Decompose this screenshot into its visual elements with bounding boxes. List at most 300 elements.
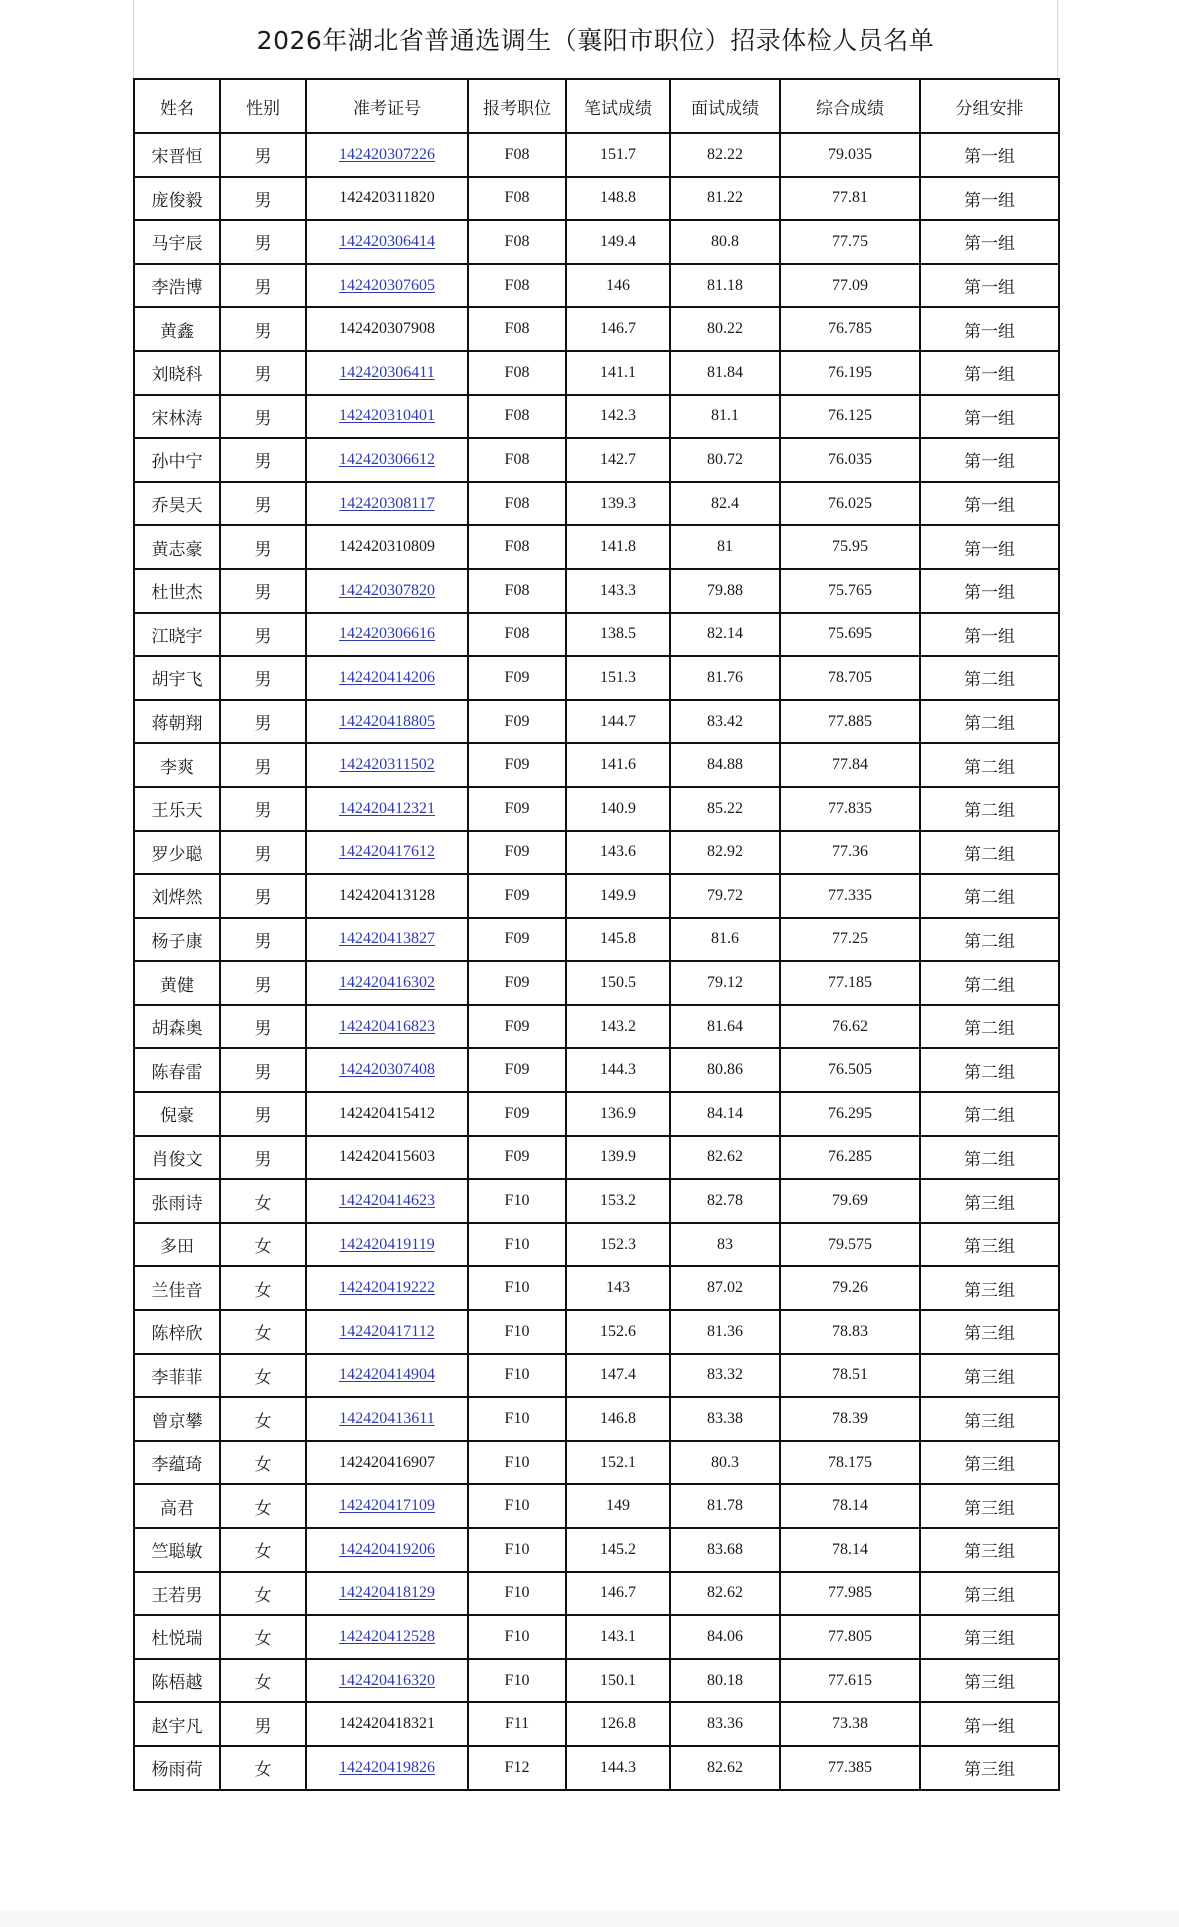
- cell-name: 杜悦瑞: [134, 1615, 220, 1659]
- cell-position: F09: [468, 1136, 566, 1180]
- cell-written-score: 143.1: [566, 1615, 670, 1659]
- cell-gender: 男: [220, 307, 306, 351]
- cell-position: F10: [468, 1179, 566, 1223]
- table-row: [134, 1484, 1059, 1528]
- cell-total-score: 78.14: [780, 1528, 920, 1572]
- cell-exam-id: [306, 961, 468, 1005]
- cell-total-score: 76.025: [780, 482, 920, 526]
- cell-interview-score: 82.62: [670, 1746, 780, 1790]
- cell-written-score: 149: [566, 1484, 670, 1528]
- cell-written-score: 126.8: [566, 1702, 670, 1746]
- exam-id-link[interactable]: 142420417109: [339, 1497, 435, 1515]
- cell-gender: 男: [220, 569, 306, 613]
- cell-total-score: 78.175: [780, 1441, 920, 1485]
- cell-gender: 女: [220, 1746, 306, 1790]
- cell-interview-score: 85.22: [670, 787, 780, 831]
- exam-id-link[interactable]: 142420310401: [339, 407, 435, 425]
- cell-group: 第一组: [920, 307, 1059, 351]
- cell-interview-score: 82.62: [670, 1136, 780, 1180]
- cell-written-score: 146: [566, 264, 670, 308]
- table-row: [134, 525, 1059, 569]
- cell-interview-score: 84.88: [670, 743, 780, 787]
- cell-position: F09: [468, 874, 566, 918]
- cell-gender: 男: [220, 438, 306, 482]
- cell-name: 高君: [134, 1484, 220, 1528]
- cell-interview-score: 80.72: [670, 438, 780, 482]
- cell-group: 第一组: [920, 264, 1059, 308]
- exam-id-link[interactable]: 142420414904: [339, 1366, 435, 1384]
- cell-total-score: 77.805: [780, 1615, 920, 1659]
- cell-interview-score: 82.78: [670, 1179, 780, 1223]
- cell-name: 宋晋恒: [134, 133, 220, 177]
- cell-position: F08: [468, 395, 566, 439]
- cell-interview-score: 87.02: [670, 1266, 780, 1310]
- cell-position: F08: [468, 307, 566, 351]
- cell-gender: 男: [220, 1005, 306, 1049]
- cell-interview-score: 83.68: [670, 1528, 780, 1572]
- cell-group: 第二组: [920, 1136, 1059, 1180]
- cell-name: 杨子康: [134, 918, 220, 962]
- cell-group: 第二组: [920, 831, 1059, 875]
- cell-name: 黄志豪: [134, 525, 220, 569]
- cell-written-score: 139.9: [566, 1136, 670, 1180]
- cell-interview-score: 79.72: [670, 874, 780, 918]
- cell-name: 竺聪敏: [134, 1528, 220, 1572]
- cell-interview-score: 84.14: [670, 1092, 780, 1136]
- exam-id-link[interactable]: 142420307820: [339, 581, 435, 599]
- exam-id-link[interactable]: 142420306411: [339, 363, 435, 381]
- cell-exam-id: [306, 395, 468, 439]
- exam-id-link[interactable]: 142420307408: [339, 1061, 435, 1079]
- table-row: [134, 1266, 1059, 1310]
- cell-name: 陈春雷: [134, 1048, 220, 1092]
- cell-position: F10: [468, 1266, 566, 1310]
- document-page: [133, 0, 1058, 1925]
- cell-gender: 女: [220, 1441, 306, 1485]
- cell-total-score: 77.835: [780, 787, 920, 831]
- cell-position: F09: [468, 743, 566, 787]
- cell-interview-score: 82.62: [670, 1572, 780, 1616]
- cell-total-score: 77.185: [780, 961, 920, 1005]
- cell-gender: 女: [220, 1659, 306, 1703]
- cell-group: 第三组: [920, 1266, 1059, 1310]
- cell-interview-score: 79.88: [670, 569, 780, 613]
- table-row: [134, 1048, 1059, 1092]
- exam-id-link[interactable]: 142420418805: [339, 712, 435, 730]
- cell-total-score: 77.885: [780, 700, 920, 744]
- cell-written-score: 143.3: [566, 569, 670, 613]
- cell-position: F08: [468, 482, 566, 526]
- cell-position: F09: [468, 700, 566, 744]
- cell-position: F09: [468, 656, 566, 700]
- exam-id-link[interactable]: 142420419206: [339, 1540, 435, 1558]
- cell-total-score: 77.25: [780, 918, 920, 962]
- cell-name: 黄健: [134, 961, 220, 1005]
- cell-total-score: 79.69: [780, 1179, 920, 1223]
- cell-position: F10: [468, 1354, 566, 1398]
- cell-group: 第二组: [920, 787, 1059, 831]
- cell-written-score: 144.3: [566, 1746, 670, 1790]
- cell-position: F08: [468, 525, 566, 569]
- cell-name: 刘烨然: [134, 874, 220, 918]
- cell-name: 胡森奥: [134, 1005, 220, 1049]
- cell-gender: 男: [220, 743, 306, 787]
- table-row: [134, 1615, 1059, 1659]
- cell-name: 江晓宇: [134, 613, 220, 657]
- table-row: [134, 700, 1059, 744]
- cell-group: 第三组: [920, 1223, 1059, 1267]
- cell-interview-score: 79.12: [670, 961, 780, 1005]
- exam-id-link[interactable]: 142420413827: [339, 930, 435, 948]
- cell-name: 陈梓欣: [134, 1310, 220, 1354]
- cell-group: 第三组: [920, 1484, 1059, 1528]
- cell-group: 第三组: [920, 1615, 1059, 1659]
- cell-name: 杨雨荷: [134, 1746, 220, 1790]
- cell-written-score: 151.7: [566, 133, 670, 177]
- cell-group: 第一组: [920, 1702, 1059, 1746]
- cell-gender: 男: [220, 525, 306, 569]
- cell-exam-id: [306, 438, 468, 482]
- cell-exam-id: [306, 1048, 468, 1092]
- page-title: 2026年湖北省普通选调生（襄阳市职位）招录体检人员名单: [133, 0, 1058, 78]
- cell-exam-id: [306, 1354, 468, 1398]
- table-row: [134, 482, 1059, 526]
- exam-id-link[interactable]: 142420412321: [339, 799, 435, 817]
- exam-id-link[interactable]: 142420417612: [339, 843, 435, 861]
- cell-name: 张雨诗: [134, 1179, 220, 1223]
- cell-written-score: 149.9: [566, 874, 670, 918]
- cell-written-score: 152.6: [566, 1310, 670, 1354]
- cell-group: 第二组: [920, 1005, 1059, 1049]
- cell-exam-id: [306, 1615, 468, 1659]
- cell-name: 李蕴琦: [134, 1441, 220, 1485]
- cell-group: 第二组: [920, 1092, 1059, 1136]
- exam-id-link[interactable]: 142420418129: [339, 1584, 435, 1602]
- cell-name: 多田: [134, 1223, 220, 1267]
- cell-exam-id: [306, 133, 468, 177]
- cell-position: F10: [468, 1484, 566, 1528]
- cell-written-score: 150.1: [566, 1659, 670, 1703]
- exam-id-link[interactable]: 142420416320: [339, 1671, 435, 1689]
- cell-total-score: 77.81: [780, 177, 920, 221]
- cell-gender: 男: [220, 831, 306, 875]
- cell-total-score: 76.505: [780, 1048, 920, 1092]
- physical-exam-roster-table: [133, 78, 1060, 1791]
- cell-name: 倪豪: [134, 1092, 220, 1136]
- cell-written-score: 153.2: [566, 1179, 670, 1223]
- cell-position: F09: [468, 1092, 566, 1136]
- cell-gender: 男: [220, 787, 306, 831]
- cell-exam-id: [306, 1397, 468, 1441]
- cell-group: 第三组: [920, 1746, 1059, 1790]
- exam-id-link[interactable]: 142420306414: [339, 232, 435, 250]
- cell-gender: 男: [220, 133, 306, 177]
- table-row: [134, 961, 1059, 1005]
- cell-group: 第一组: [920, 133, 1059, 177]
- exam-id-link[interactable]: 142420307605: [339, 276, 435, 294]
- cell-exam-id: [306, 351, 468, 395]
- cell-group: 第三组: [920, 1659, 1059, 1703]
- cell-interview-score: 82.14: [670, 613, 780, 657]
- exam-id-link[interactable]: 142420308117: [339, 494, 435, 512]
- cell-gender: 女: [220, 1528, 306, 1572]
- table-header-row: [134, 79, 1059, 133]
- cell-name: 王若男: [134, 1572, 220, 1616]
- cell-total-score: 77.36: [780, 831, 920, 875]
- cell-gender: 男: [220, 700, 306, 744]
- table-row: [134, 1354, 1059, 1398]
- exam-id-link[interactable]: 142420419119: [339, 1235, 435, 1253]
- cell-name: 乔昊天: [134, 482, 220, 526]
- table-row: [134, 787, 1059, 831]
- cell-written-score: 144.7: [566, 700, 670, 744]
- table-row: [134, 743, 1059, 787]
- cell-exam-id: [306, 831, 468, 875]
- table-row: [134, 438, 1059, 482]
- exam-id-link[interactable]: 142420413611: [339, 1410, 435, 1428]
- cell-interview-score: 82.4: [670, 482, 780, 526]
- table-row: [134, 264, 1059, 308]
- cell-exam-id: [306, 700, 468, 744]
- table-row: [134, 133, 1059, 177]
- cell-gender: 男: [220, 1136, 306, 1180]
- cell-position: F10: [468, 1615, 566, 1659]
- cell-gender: 女: [220, 1397, 306, 1441]
- cell-interview-score: 83.32: [670, 1354, 780, 1398]
- cell-gender: 男: [220, 918, 306, 962]
- exam-id-link[interactable]: 142420419826: [339, 1758, 435, 1776]
- cell-position: F08: [468, 264, 566, 308]
- cell-exam-id: [306, 264, 468, 308]
- cell-gender: 男: [220, 613, 306, 657]
- cell-group: 第二组: [920, 700, 1059, 744]
- cell-total-score: 79.035: [780, 133, 920, 177]
- cell-total-score: 77.385: [780, 1746, 920, 1790]
- table-row: [134, 1441, 1059, 1485]
- table-body: [134, 133, 1059, 1790]
- header-group: 分组安排: [920, 79, 1059, 133]
- cell-total-score: 77.84: [780, 743, 920, 787]
- cell-written-score: 151.3: [566, 656, 670, 700]
- cell-gender: 女: [220, 1223, 306, 1267]
- exam-id-link[interactable]: 142420417112: [339, 1322, 435, 1340]
- cell-name: 陈梧越: [134, 1659, 220, 1703]
- cell-total-score: 79.575: [780, 1223, 920, 1267]
- cell-written-score: 146.7: [566, 307, 670, 351]
- cell-interview-score: 80.8: [670, 220, 780, 264]
- header-name: 姓名: [134, 79, 220, 133]
- table-row: [134, 874, 1059, 918]
- cell-total-score: 75.765: [780, 569, 920, 613]
- cell-total-score: 77.75: [780, 220, 920, 264]
- cell-exam-id: 142420416907: [306, 1441, 468, 1485]
- cell-group: 第三组: [920, 1572, 1059, 1616]
- cell-total-score: 76.285: [780, 1136, 920, 1180]
- cell-written-score: 145.2: [566, 1528, 670, 1572]
- cell-total-score: 76.035: [780, 438, 920, 482]
- cell-position: F10: [468, 1659, 566, 1703]
- cell-group: 第二组: [920, 743, 1059, 787]
- table-row: [134, 613, 1059, 657]
- cell-interview-score: 80.3: [670, 1441, 780, 1485]
- cell-exam-id: [306, 1310, 468, 1354]
- cell-total-score: 75.95: [780, 525, 920, 569]
- header-interview-score: 面试成绩: [670, 79, 780, 133]
- cell-name: 李菲菲: [134, 1354, 220, 1398]
- cell-written-score: 139.3: [566, 482, 670, 526]
- cell-interview-score: 81.64: [670, 1005, 780, 1049]
- cell-position: F08: [468, 220, 566, 264]
- cell-written-score: 141.6: [566, 743, 670, 787]
- cell-position: F08: [468, 438, 566, 482]
- table-row: [134, 1397, 1059, 1441]
- header-written-score: 笔试成绩: [566, 79, 670, 133]
- table-row: [134, 656, 1059, 700]
- cell-written-score: 147.4: [566, 1354, 670, 1398]
- cell-gender: 男: [220, 961, 306, 1005]
- cell-group: 第二组: [920, 1048, 1059, 1092]
- cell-name: 罗少聪: [134, 831, 220, 875]
- cell-gender: 女: [220, 1310, 306, 1354]
- cell-interview-score: 81.76: [670, 656, 780, 700]
- cell-total-score: 76.62: [780, 1005, 920, 1049]
- cell-position: F08: [468, 351, 566, 395]
- cell-group: 第一组: [920, 438, 1059, 482]
- cell-written-score: 146.7: [566, 1572, 670, 1616]
- cell-position: F09: [468, 1048, 566, 1092]
- cell-written-score: 148.8: [566, 177, 670, 221]
- cell-name: 王乐天: [134, 787, 220, 831]
- exam-id-link[interactable]: 142420311502: [339, 756, 435, 774]
- cell-interview-score: 83.38: [670, 1397, 780, 1441]
- cell-gender: 男: [220, 1092, 306, 1136]
- cell-name: 肖俊文: [134, 1136, 220, 1180]
- cell-total-score: 78.39: [780, 1397, 920, 1441]
- cell-written-score: 150.5: [566, 961, 670, 1005]
- cell-position: F10: [468, 1223, 566, 1267]
- cell-name: 蒋朝翔: [134, 700, 220, 744]
- cell-total-score: 78.14: [780, 1484, 920, 1528]
- cell-written-score: 142.7: [566, 438, 670, 482]
- table-row: [134, 1528, 1059, 1572]
- cell-name: 李爽: [134, 743, 220, 787]
- cell-exam-id: [306, 743, 468, 787]
- header-position: 报考职位: [468, 79, 566, 133]
- exam-id-link[interactable]: 142420416302: [339, 974, 435, 992]
- cell-total-score: 78.83: [780, 1310, 920, 1354]
- cell-written-score: 143: [566, 1266, 670, 1310]
- cell-exam-id: [306, 1659, 468, 1703]
- cell-interview-score: 83: [670, 1223, 780, 1267]
- cell-position: F08: [468, 133, 566, 177]
- cell-position: F08: [468, 613, 566, 657]
- cell-name: 黄鑫: [134, 307, 220, 351]
- cell-interview-score: 81: [670, 525, 780, 569]
- cell-exam-id: 142420311820: [306, 177, 468, 221]
- cell-group: 第一组: [920, 482, 1059, 526]
- cell-total-score: 77.09: [780, 264, 920, 308]
- cell-written-score: 141.1: [566, 351, 670, 395]
- cell-exam-id: [306, 1005, 468, 1049]
- cell-total-score: 77.985: [780, 1572, 920, 1616]
- cell-exam-id: 142420415412: [306, 1092, 468, 1136]
- page-bottom-strip: [0, 1910, 1179, 1927]
- exam-id-link[interactable]: 142420414623: [339, 1192, 435, 1210]
- cell-interview-score: 81.36: [670, 1310, 780, 1354]
- cell-exam-id: [306, 569, 468, 613]
- cell-name: 胡宇飞: [134, 656, 220, 700]
- cell-position: F09: [468, 787, 566, 831]
- cell-exam-id: [306, 918, 468, 962]
- cell-written-score: 144.3: [566, 1048, 670, 1092]
- cell-interview-score: 83.42: [670, 700, 780, 744]
- cell-group: 第三组: [920, 1441, 1059, 1485]
- cell-written-score: 143.2: [566, 1005, 670, 1049]
- exam-id-link[interactable]: 142420307226: [339, 145, 435, 163]
- cell-exam-id: [306, 1572, 468, 1616]
- cell-interview-score: 81.1: [670, 395, 780, 439]
- exam-id-link[interactable]: 142420419222: [339, 1279, 435, 1297]
- table-row: [134, 220, 1059, 264]
- cell-position: F12: [468, 1746, 566, 1790]
- table-row: [134, 1572, 1059, 1616]
- cell-written-score: 143.6: [566, 831, 670, 875]
- cell-exam-id: 142420307908: [306, 307, 468, 351]
- cell-written-score: 141.8: [566, 525, 670, 569]
- cell-written-score: 136.9: [566, 1092, 670, 1136]
- cell-gender: 男: [220, 220, 306, 264]
- cell-written-score: 146.8: [566, 1397, 670, 1441]
- cell-written-score: 149.4: [566, 220, 670, 264]
- table-row: [134, 918, 1059, 962]
- cell-position: F10: [468, 1528, 566, 1572]
- cell-position: F10: [468, 1572, 566, 1616]
- cell-group: 第一组: [920, 351, 1059, 395]
- cell-position: F09: [468, 831, 566, 875]
- cell-gender: 男: [220, 656, 306, 700]
- header-exam-id: 准考证号: [306, 79, 468, 133]
- table-row: [134, 1136, 1059, 1180]
- cell-group: 第三组: [920, 1310, 1059, 1354]
- cell-position: F10: [468, 1397, 566, 1441]
- exam-id-link[interactable]: 142420306612: [339, 450, 435, 468]
- cell-name: 马宇辰: [134, 220, 220, 264]
- cell-interview-score: 82.22: [670, 133, 780, 177]
- cell-name: 兰佳音: [134, 1266, 220, 1310]
- exam-id-link[interactable]: 142420416823: [339, 1017, 435, 1035]
- exam-id-link[interactable]: 142420414206: [339, 668, 435, 686]
- cell-interview-score: 82.92: [670, 831, 780, 875]
- cell-group: 第二组: [920, 874, 1059, 918]
- cell-written-score: 152.3: [566, 1223, 670, 1267]
- cell-name: 宋林涛: [134, 395, 220, 439]
- cell-total-score: 75.695: [780, 613, 920, 657]
- cell-written-score: 142.3: [566, 395, 670, 439]
- cell-gender: 女: [220, 1354, 306, 1398]
- cell-gender: 男: [220, 1048, 306, 1092]
- cell-exam-id: [306, 787, 468, 831]
- cell-interview-score: 80.22: [670, 307, 780, 351]
- cell-total-score: 76.195: [780, 351, 920, 395]
- table-row: [134, 1223, 1059, 1267]
- cell-gender: 女: [220, 1179, 306, 1223]
- exam-id-link[interactable]: 142420412528: [339, 1627, 435, 1645]
- cell-name: 杜世杰: [134, 569, 220, 613]
- exam-id-link[interactable]: 142420306616: [339, 625, 435, 643]
- cell-total-score: 77.335: [780, 874, 920, 918]
- cell-gender: 男: [220, 874, 306, 918]
- cell-group: 第三组: [920, 1397, 1059, 1441]
